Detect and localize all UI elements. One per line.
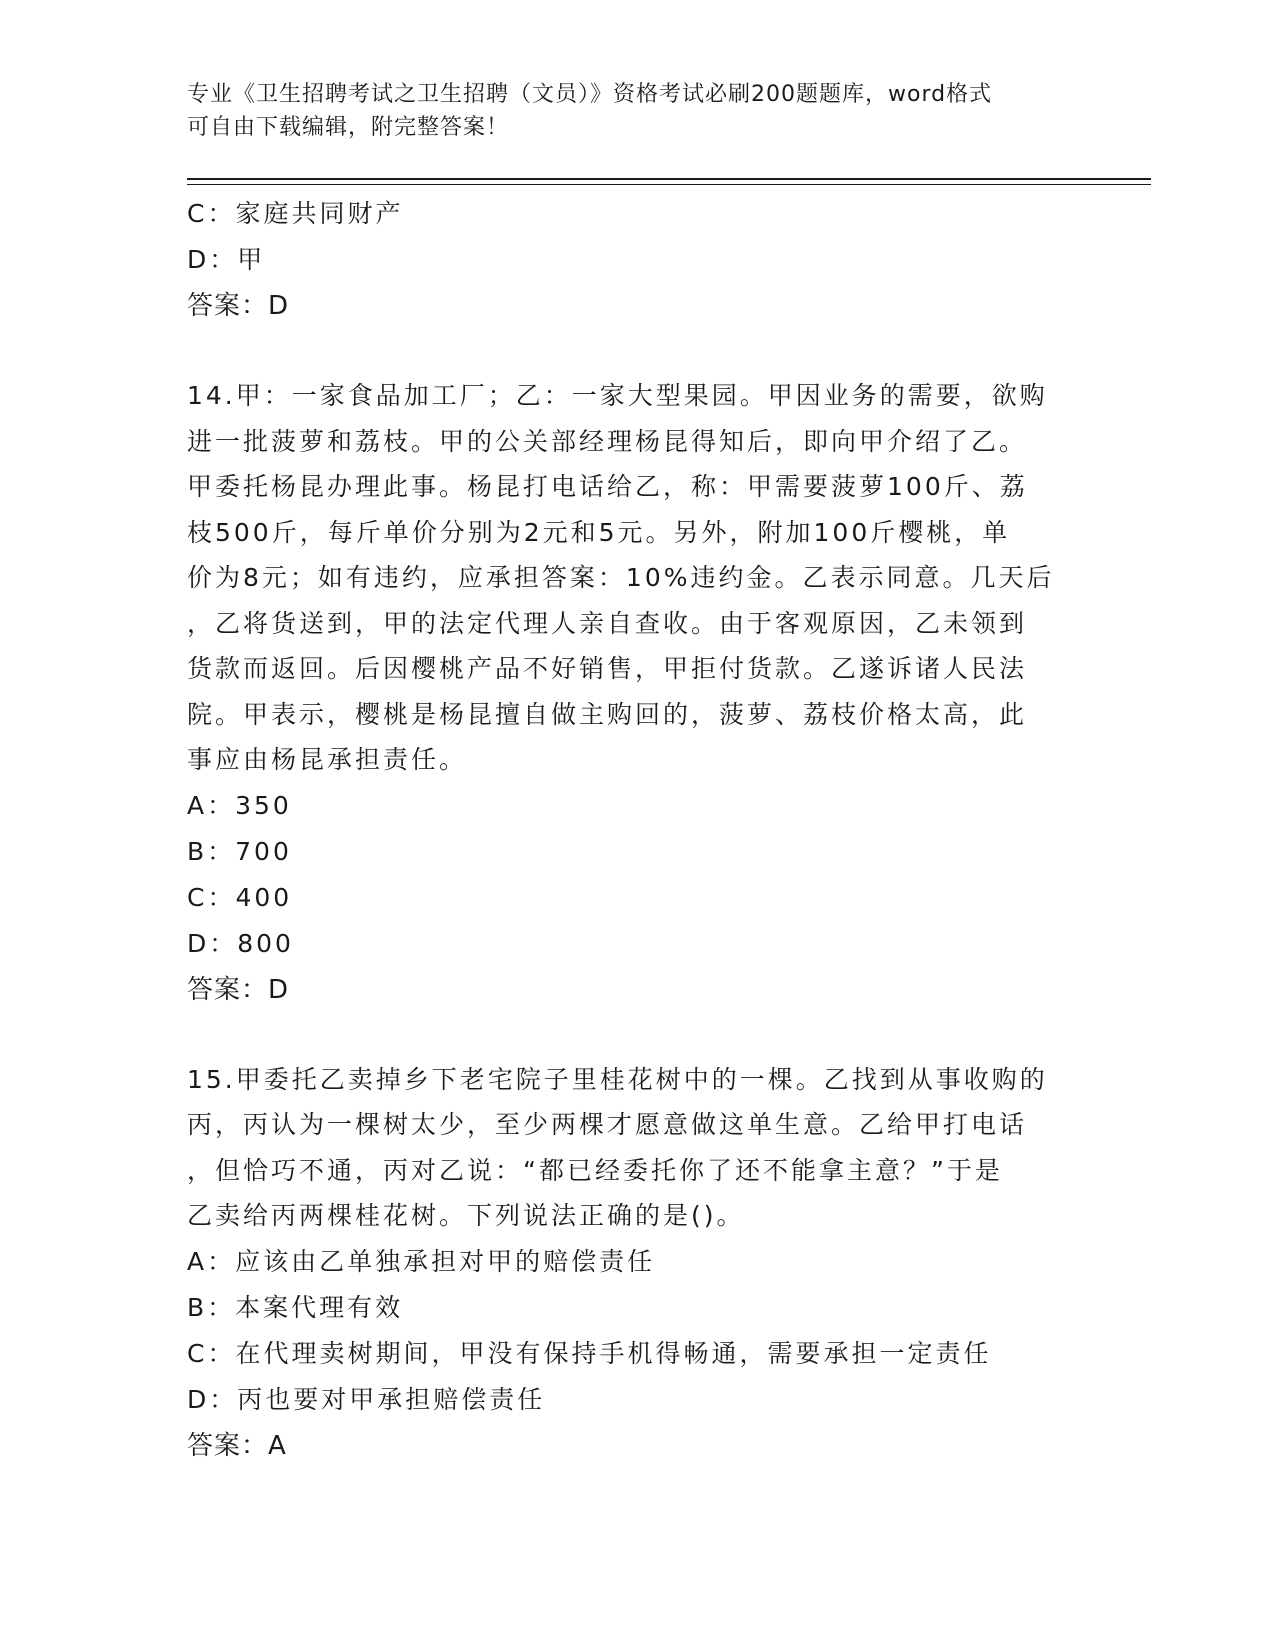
option-b: B：700 [187,836,292,866]
option-d: D：丙也要对甲承担赔偿责任 [187,1384,546,1414]
question-gap [187,1013,1087,1057]
option-b: B：本案代理有效 [187,1292,404,1322]
page-header [187,78,1067,144]
stem-line: 15.甲委托乙卖掉乡下老宅院子里桂花树中的一棵。乙找到从事收购的 [187,1064,1048,1094]
stem-line: 14.甲：一家食品加工厂；乙：一家大型果园。甲因业务的需要，欲购 [187,381,1048,410]
stem-line: 枝500斤，每斤单价分别为2元和5元。另外，附加100斤樱桃，单 [187,517,1011,547]
question-14 [187,373,1087,1013]
previous-question-tail [187,191,1087,329]
header-divider-thick [187,178,1151,180]
option-d: D：甲 [187,245,266,274]
question-stem [187,373,1087,783]
option-c: C：家庭共同财产 [187,199,404,228]
stem-line: 货款而返回。后因樱桃产品不好销售，甲拒付货款。乙遂诉诸人民法 [187,654,1028,683]
question-list [187,191,1087,1469]
header-title-line-2: 可自由下载编辑，附完整答案！ [187,115,510,140]
header-divider-thin [187,184,1151,185]
stem-line: 乙卖给丙两棵桂花树。下列说法正确的是()。 [187,1201,745,1230]
stem-line: 事应由杨昆承担责任。 [187,745,468,774]
option-d: D：800 [187,928,294,958]
stem-line: 甲委托杨昆办理此事。杨昆打电话给乙，称：甲需要菠萝100斤、荔 [187,472,1028,501]
question-gap [187,329,1087,373]
question-15 [187,1057,1087,1469]
stem-line: 丙，丙认为一棵树太少，至少两棵才愿意做这单生意。乙给甲打电话 [187,1110,1028,1139]
answer-line: 答案：A [187,1430,287,1461]
header-title-line-1: 专业《卫生招聘考试之卫生招聘（文员）》资格考试必刷200题题库，word格式 [187,82,993,107]
stem-line: 进一批菠萝和荔枝。甲的公关部经理杨昆得知后，即向甲介绍了乙。 [187,426,1028,456]
question-stem [187,1057,1087,1239]
answer-line: 答案：D [187,291,290,321]
option-c: C：在代理卖树期间，甲没有保持手机得畅通，需要承担一定责任 [187,1338,992,1368]
option-c: C：400 [187,882,293,912]
stem-line: ，但恰巧不通，丙对乙说：“都已经委托你了还不能拿主意？”于是 [187,1155,1003,1185]
option-a: A：350 [187,790,292,820]
stem-line: ，乙将货送到，甲的法定代理人亲自查收。由于客观原因，乙未领到 [187,608,1028,638]
stem-line: 院。甲表示，樱桃是杨昆擅自做主购回的，菠萝、荔枝价格太高，此 [187,699,1028,729]
stem-line: 价为8元；如有违约，应承担答案：10%违约金。乙表示同意。几天后 [187,563,1055,592]
option-a: A：应该由乙单独承担对甲的赔偿责任 [187,1246,656,1276]
answer-line: 答案：D [187,974,290,1005]
